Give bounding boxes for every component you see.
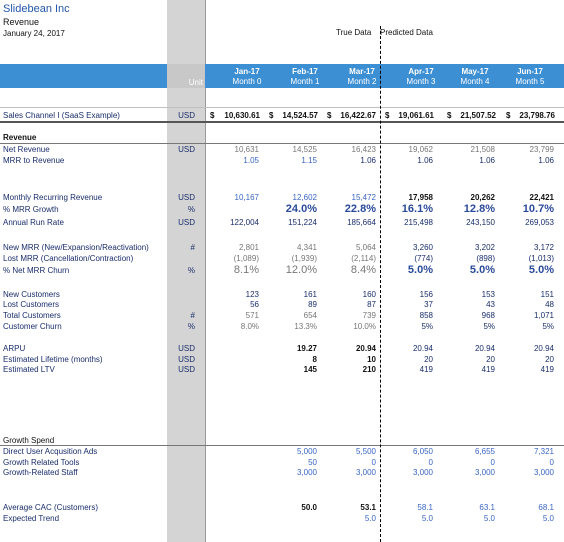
tools-value-3[interactable]: 0 <box>428 458 433 467</box>
net-churn-value-2[interactable]: 8.4% <box>350 264 376 276</box>
mrr-to-revenue-value-0[interactable]: 1.05 <box>243 156 259 165</box>
sheet-date[interactable]: January 24, 2017 <box>3 29 65 38</box>
month-sub-label: Month 3 <box>406 77 436 86</box>
new-customers-value-4[interactable]: 153 <box>481 290 495 299</box>
mrr-growth-value-3[interactable]: 16.1% <box>401 203 433 215</box>
trend-value-5[interactable]: 5.0 <box>542 514 554 523</box>
ltv-value-4[interactable]: 419 <box>481 365 495 374</box>
customer-churn-value-5[interactable]: 5% <box>542 322 554 331</box>
net-churn-value-5[interactable]: 5.0% <box>528 264 554 276</box>
month-sub-label: Month 1 <box>290 77 320 86</box>
new-customers-value-3[interactable]: 156 <box>419 290 433 299</box>
net-revenue-value-0[interactable]: 10,631 <box>234 145 259 154</box>
lifetime-value-1[interactable]: 8 <box>312 355 317 364</box>
direct-ads-value-3[interactable]: 6,050 <box>412 447 433 456</box>
mrr-value-1[interactable]: 12,602 <box>292 193 317 202</box>
mrr-unit: USD <box>178 193 195 202</box>
arr-value-1[interactable]: 151,224 <box>288 218 317 227</box>
mrr-to-revenue-value-2[interactable]: 1.06 <box>360 156 376 165</box>
tools-value-2[interactable]: 0 <box>371 458 376 467</box>
customer-churn-value-0[interactable]: 8.0% <box>240 322 259 331</box>
mrr-growth-unit: % <box>187 205 195 214</box>
net-churn-unit: % <box>187 266 195 275</box>
mrr-to-revenue-value-5[interactable]: 1.06 <box>538 156 554 165</box>
tools-value-4[interactable]: 0 <box>490 458 495 467</box>
growth-section-border <box>0 445 564 446</box>
true-predicted-divider <box>380 26 381 542</box>
net-churn-label[interactable]: % Net MRR Churn <box>3 266 70 275</box>
staff-value-1[interactable]: 3,000 <box>296 468 317 477</box>
company-name[interactable]: Slidebean Inc <box>3 3 70 15</box>
trend-value-4[interactable]: 5.0 <box>483 514 495 523</box>
arpu-value-2[interactable]: 20.94 <box>355 344 376 353</box>
mrr-growth-value-2[interactable]: 22.8% <box>344 203 376 215</box>
sales-row-top-border <box>0 107 564 108</box>
sales-value-5[interactable]: 23,798.76 <box>519 111 555 120</box>
arpu-value-3[interactable]: 20.94 <box>412 344 433 353</box>
lifetime-value-5[interactable]: 20 <box>545 355 554 364</box>
lost-customers-value-5[interactable]: 48 <box>545 300 554 309</box>
new-mrr-value-5[interactable]: 3,172 <box>533 243 554 252</box>
direct-ads-value-2[interactable]: 5,500 <box>355 447 376 456</box>
sheet-name[interactable]: Revenue <box>3 17 40 27</box>
total-customers-label[interactable]: Total Customers <box>3 311 61 320</box>
ltv-value-1[interactable]: 145 <box>303 365 317 374</box>
lifetime-unit: USD <box>178 355 195 364</box>
lifetime-value-4[interactable]: 20 <box>486 355 495 364</box>
direct-ads-value-1[interactable]: 5,000 <box>296 447 317 456</box>
tools-value-1[interactable]: 50 <box>308 458 317 467</box>
cac-label[interactable]: Average CAC (Customers) <box>3 503 98 512</box>
predicted-data-label: Predicted Data <box>380 28 433 37</box>
mrr-to-revenue-value-1[interactable]: 1.15 <box>301 156 317 165</box>
direct-ads-value-5[interactable]: 7,321 <box>533 447 554 456</box>
direct-ads-label[interactable]: Direct User Acqusition Ads <box>3 447 98 456</box>
lifetime-value-3[interactable]: 20 <box>424 355 433 364</box>
cac-value-4[interactable]: 63.1 <box>479 503 495 512</box>
new-customers-value-0[interactable]: 123 <box>245 290 259 299</box>
lost-customers-value-2[interactable]: 87 <box>367 300 376 309</box>
currency-symbol: $ <box>385 111 390 120</box>
net-churn-value-0[interactable]: 8.1% <box>233 264 259 276</box>
currency-symbol: $ <box>269 111 274 120</box>
net-churn-value-4[interactable]: 5.0% <box>469 264 495 276</box>
month-header-1[interactable] <box>278 67 332 87</box>
new-customers-value-5[interactable]: 151 <box>540 290 554 299</box>
arpu-value-5[interactable]: 20.94 <box>533 344 554 353</box>
tools-value-5[interactable]: 0 <box>549 458 554 467</box>
month-label: Jan-17 <box>234 67 260 76</box>
trend-value-2[interactable]: 5.0 <box>364 514 376 523</box>
currency-symbol: $ <box>327 111 332 120</box>
sales-channel-unit: USD <box>178 111 195 120</box>
net-revenue-value-4[interactable]: 21,508 <box>470 145 495 154</box>
cac-value-5[interactable]: 68.1 <box>538 503 554 512</box>
month-label: May-17 <box>461 67 489 76</box>
net-revenue-value-1[interactable]: 14,525 <box>292 145 317 154</box>
customer-churn-value-1[interactable]: 13.3% <box>294 322 317 331</box>
currency-symbol: $ <box>210 111 215 120</box>
new-mrr-value-2[interactable]: 5,064 <box>355 243 376 252</box>
month-label: Jun-17 <box>517 67 543 76</box>
sales-row-bottom-border <box>0 121 564 123</box>
tools-label[interactable]: Growth Related Tools <box>3 458 80 467</box>
mrr-to-revenue-value-3[interactable]: 1.06 <box>417 156 433 165</box>
customer-churn-value-3[interactable]: 5% <box>421 322 433 331</box>
arr-value-0[interactable]: 122,004 <box>230 218 259 227</box>
arr-value-4[interactable]: 243,150 <box>466 218 495 227</box>
new-mrr-unit: # <box>190 243 195 252</box>
sales-value-4[interactable]: 21,507.52 <box>460 111 496 120</box>
cac-value-2[interactable]: 53.1 <box>360 503 376 512</box>
ltv-value-3[interactable]: 419 <box>419 365 433 374</box>
mrr-to-revenue-label[interactable]: MRR to Revenue <box>3 156 65 165</box>
sales-value-3[interactable]: 19,061.61 <box>398 111 434 120</box>
sales-value-2[interactable]: 16,422.67 <box>340 111 376 120</box>
trend-label[interactable]: Expected Trend <box>3 514 60 523</box>
mrr-value-0[interactable]: 10,167 <box>234 193 259 202</box>
new-customers-label[interactable]: New Customers <box>3 290 60 299</box>
staff-value-2[interactable]: 3,000 <box>355 468 376 477</box>
direct-ads-value-4[interactable]: 6,655 <box>474 447 495 456</box>
month-sub-label: Month 2 <box>347 77 377 86</box>
title-block <box>3 3 163 39</box>
lost-mrr-value-5[interactable]: (1,013) <box>528 254 554 263</box>
customer-churn-value-2[interactable]: 10.0% <box>353 322 376 331</box>
ltv-value-2[interactable]: 210 <box>362 365 376 374</box>
arpu-value-1[interactable]: 19.27 <box>296 344 317 353</box>
staff-label[interactable]: Growth-Related Staff <box>3 468 78 477</box>
month-header-0[interactable] <box>220 67 274 87</box>
month-sub-label: Month 4 <box>460 77 490 86</box>
staff-value-3[interactable]: 3,000 <box>412 468 433 477</box>
trend-value-3[interactable]: 5.0 <box>421 514 433 523</box>
lost-mrr-value-1[interactable]: (1,939) <box>291 254 317 263</box>
net-revenue-unit: USD <box>178 145 195 154</box>
month-sub-label: Month 0 <box>232 77 262 86</box>
total-customers-unit: # <box>190 311 195 320</box>
revenue-section-border <box>0 143 564 144</box>
total-customers-value-0[interactable]: 571 <box>245 311 259 320</box>
month-header-4[interactable] <box>448 67 502 87</box>
net-revenue-label[interactable]: Net Revenue <box>3 145 50 154</box>
mrr-label[interactable]: Monthly Recurring Revenue <box>3 193 103 202</box>
total-customers-value-5[interactable]: 1,071 <box>533 311 554 320</box>
sales-value-1[interactable]: 14,524.57 <box>282 111 318 120</box>
sales-value-0[interactable]: 10,630.61 <box>224 111 260 120</box>
section-revenue: Revenue <box>3 133 37 142</box>
net-revenue-value-5[interactable]: 23,799 <box>529 145 554 154</box>
currency-symbol: $ <box>447 111 452 120</box>
mrr-value-3[interactable]: 17,958 <box>408 193 433 202</box>
arr-label[interactable]: Annual Run Rate <box>3 218 64 227</box>
mrr-value-2[interactable]: 15,472 <box>351 193 376 202</box>
cac-value-3[interactable]: 58.1 <box>417 503 433 512</box>
ltv-label[interactable]: Estimated LTV <box>3 365 55 374</box>
month-label: Apr-17 <box>408 67 434 76</box>
lost-customers-value-3[interactable]: 37 <box>424 300 433 309</box>
lost-mrr-value-3[interactable]: (774) <box>414 254 433 263</box>
lifetime-label[interactable]: Estimated Lifetime (months) <box>3 355 103 364</box>
lost-mrr-value-2[interactable]: (2,114) <box>351 254 376 263</box>
month-label: Mar-17 <box>349 67 375 76</box>
lost-mrr-value-4[interactable]: (898) <box>476 254 495 263</box>
new-customers-value-2[interactable]: 160 <box>362 290 376 299</box>
section-growth-spend: Growth Spend <box>3 436 55 445</box>
net-revenue-value-3[interactable]: 19,062 <box>408 145 433 154</box>
sales-channel-label[interactable]: Sales Channel I (SaaS Example) <box>3 111 120 120</box>
customer-churn-unit: % <box>187 322 195 331</box>
new-mrr-label[interactable]: New MRR (New/Expansion/Reactivation) <box>3 243 149 252</box>
total-customers-value-2[interactable]: 739 <box>362 311 376 320</box>
lost-customers-value-0[interactable]: 56 <box>250 300 259 309</box>
mrr-growth-value-4[interactable]: 12.8% <box>463 203 495 215</box>
arr-unit: USD <box>178 218 195 227</box>
arr-value-5[interactable]: 269,053 <box>525 218 554 227</box>
month-header-3[interactable] <box>394 67 448 87</box>
mrr-growth-value-5[interactable]: 10.7% <box>522 203 554 215</box>
arr-value-3[interactable]: 215,498 <box>404 218 433 227</box>
new-mrr-value-1[interactable]: 4,341 <box>296 243 317 252</box>
mrr-growth-label[interactable]: % MRR Growth <box>3 205 59 214</box>
arr-value-2[interactable]: 185,664 <box>347 218 376 227</box>
new-customers-value-1[interactable]: 161 <box>303 290 317 299</box>
net-churn-value-1[interactable]: 12.0% <box>285 264 317 276</box>
lost-mrr-value-0[interactable]: (1,089) <box>233 254 259 263</box>
customer-churn-label[interactable]: Customer Churn <box>3 322 62 331</box>
month-label: Feb-17 <box>292 67 318 76</box>
mrr-growth-value-1[interactable]: 24.0% <box>285 203 317 215</box>
new-mrr-value-0[interactable]: 2,801 <box>238 243 259 252</box>
month-sub-label: Month 5 <box>515 77 545 86</box>
lost-customers-value-1[interactable]: 89 <box>308 300 317 309</box>
new-mrr-value-4[interactable]: 3,202 <box>474 243 495 252</box>
arpu-unit: USD <box>178 344 195 353</box>
arpu-value-4[interactable]: 20.94 <box>474 344 495 353</box>
cac-value-1[interactable]: 50.0 <box>301 503 317 512</box>
currency-symbol: $ <box>506 111 511 120</box>
lost-customers-value-4[interactable]: 43 <box>486 300 495 309</box>
mrr-to-revenue-value-4[interactable]: 1.06 <box>479 156 495 165</box>
month-header-5[interactable] <box>503 67 557 87</box>
arpu-label[interactable]: ARPU <box>3 344 26 353</box>
net-revenue-value-2[interactable]: 16,423 <box>351 145 376 154</box>
true-data-label: True Data <box>336 28 372 37</box>
total-customers-value-3[interactable]: 858 <box>419 311 433 320</box>
ltv-value-5[interactable]: 419 <box>540 365 554 374</box>
new-mrr-value-3[interactable]: 3,260 <box>412 243 433 252</box>
total-customers-value-4[interactable]: 968 <box>481 311 495 320</box>
unit-header-label: Unit <box>188 78 203 87</box>
total-customers-value-1[interactable]: 654 <box>303 311 317 320</box>
net-churn-value-3[interactable]: 5.0% <box>407 264 433 276</box>
lifetime-value-2[interactable]: 10 <box>367 355 376 364</box>
ltv-unit: USD <box>178 365 195 374</box>
lost-customers-label[interactable]: Lost Customers <box>3 300 60 309</box>
mrr-value-4[interactable]: 20,262 <box>470 193 495 202</box>
staff-value-5[interactable]: 3,000 <box>533 468 554 477</box>
lost-mrr-label[interactable]: Lost MRR (Cancellation/Contraction) <box>3 254 134 263</box>
mrr-value-5[interactable]: 22,421 <box>529 193 554 202</box>
customer-churn-value-4[interactable]: 5% <box>483 322 495 331</box>
staff-value-4[interactable]: 3,000 <box>474 468 495 477</box>
